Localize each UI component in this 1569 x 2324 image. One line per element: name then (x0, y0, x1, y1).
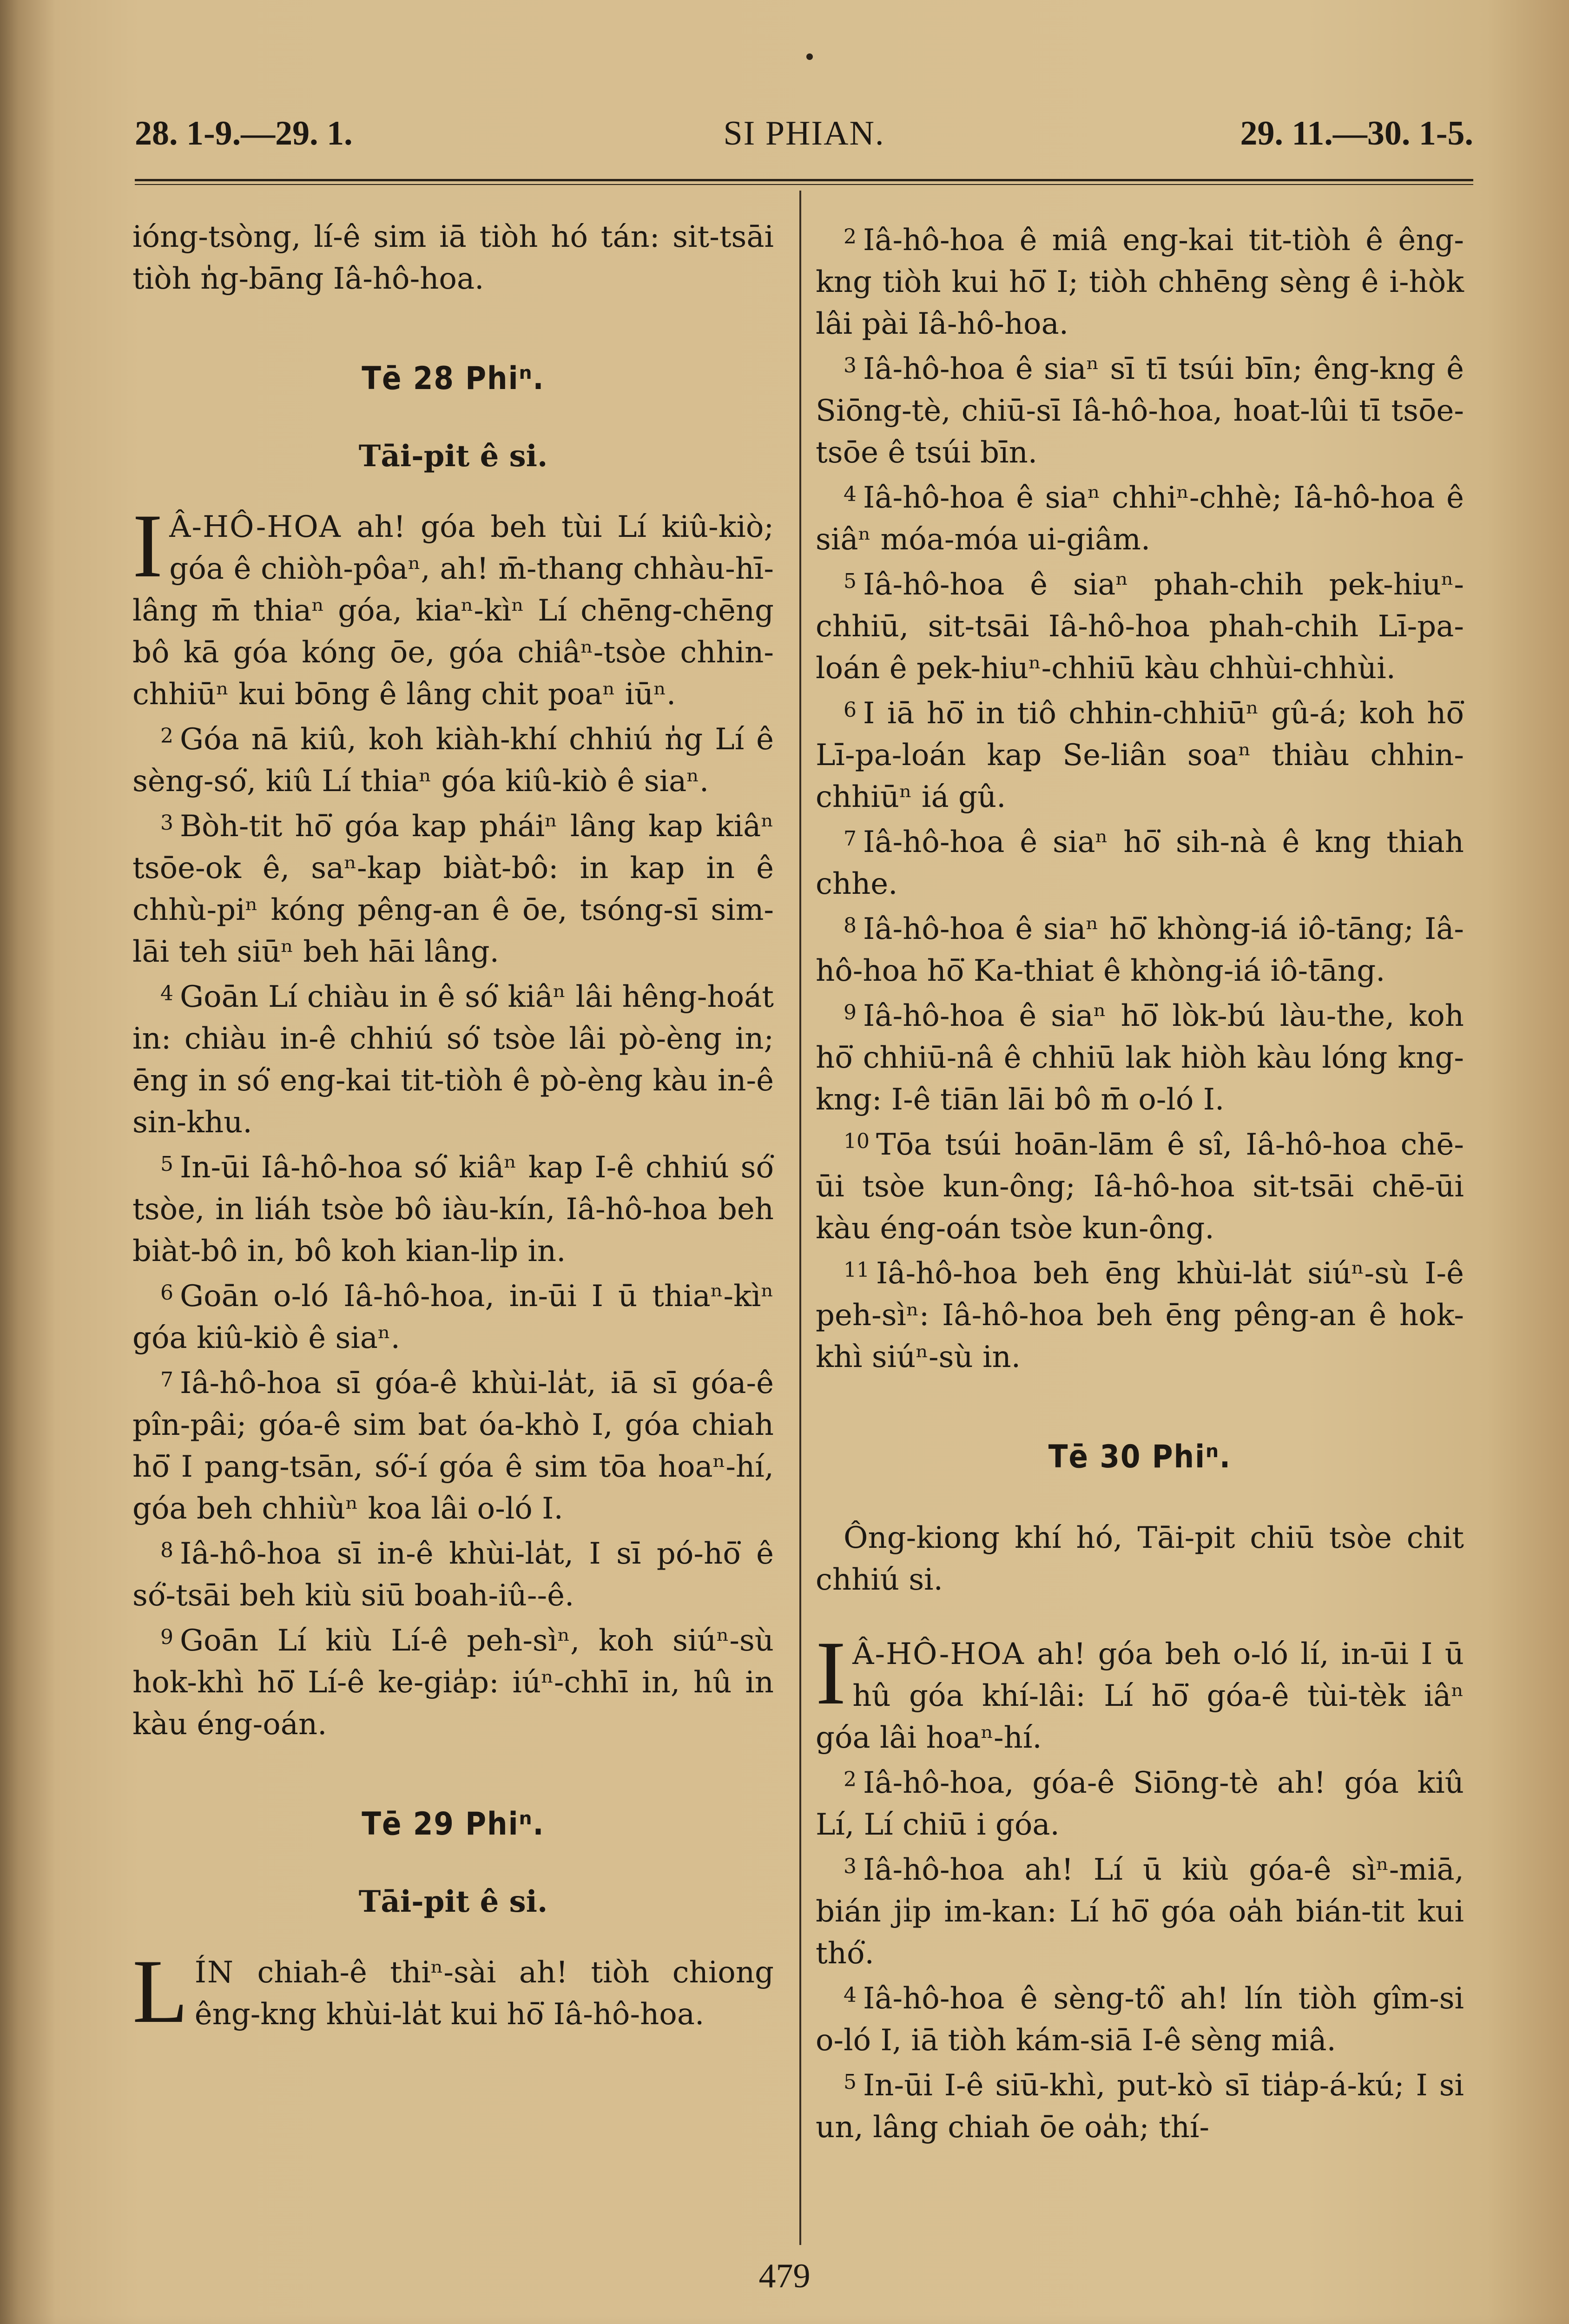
verse-number: 6 (160, 1281, 173, 1305)
drop-cap: L (132, 1941, 188, 2042)
verse (816, 818, 1464, 905)
verses-chapter-28 (132, 715, 774, 1745)
verse-number: 3 (844, 354, 857, 377)
superscription-29: Tāi-pit ê si. (358, 1884, 548, 1919)
verse-text: Goān o-ló Iâ-hô-hoa, in-ūi I ū thiaⁿ-kìⁿ góa kiû-kiò ê siaⁿ. (132, 1279, 774, 1355)
page-number: 479 (758, 2257, 811, 2295)
verse-text: ah! góa beh o-ló lí, in-ūi I ū hû góa khí-lâi: Lí hō͘ góa-ê tùi-tèk iâⁿ góa lâi hoaⁿ-hí. (816, 1637, 1464, 1755)
chapter-heading-28: Tē 28 Phiⁿ. (362, 360, 545, 397)
drop-cap: I (816, 1623, 846, 1723)
opening-caps: Â-HÔ-HOA (852, 1637, 1025, 1671)
verse-number: 11 (844, 1258, 870, 1282)
superscription-28: Tāi-pit ê si. (358, 439, 548, 474)
verse (816, 689, 1464, 818)
drop-cap: I (132, 495, 163, 596)
verse-1-chapter-30 (816, 1623, 1464, 1759)
verse (132, 802, 774, 973)
verse-number: 9 (844, 1001, 857, 1024)
verse (132, 1530, 774, 1617)
verse-number: 4 (844, 1983, 857, 2007)
opening-caps: Â-HÔ-HOA (169, 510, 342, 544)
verse (132, 1272, 774, 1359)
verse-text: Iâ-hô-hoa ê siaⁿ hō͘ khòng-iá iô-tāng; Iâ-hô-hoa hō͘ Ka-thiat ê khòng-iá iô-tāng. (816, 912, 1464, 988)
header-book-title: SI PHIAN. (723, 114, 885, 152)
verse-text: In-ūi I-ê siū-khì, put-kò sī tia̍p-á-kú; I si un, lâng chiah ōe oa̍h; thí- (816, 2068, 1464, 2145)
verse-text: Goān Lí chiàu in ê só͘ kiâⁿ lâi hêng-hoát in: chiàu in-ê chhiú só͘ tsòe lâi pò-èng in; ēng in só͘ eng-kai tit-tiòh ê pò-èng kàu in-ê sin-khu. (132, 980, 774, 1140)
verse (132, 1617, 774, 1745)
opening-caps: ÍN (194, 1955, 235, 1990)
verse-text: Iâ-hô-hoa sī góa-ê khùi-la̍t, iā sī góa-ê pîn-pâi; góa-ê sim bat óa-khò I, góa chiah hō͘ I pang-tsān, só͘-í góa ê sim tōa hoaⁿ-hí, góa beh chhiùⁿ koa lâi o-ló I. (132, 1366, 774, 1526)
verse (816, 1759, 1464, 1846)
header-rule-thin (135, 184, 1473, 185)
verse-number: 5 (844, 569, 857, 593)
verse (816, 905, 1464, 992)
header-right-range: 29. 11.—30. 1-5. (1240, 114, 1473, 152)
verse-1-chapter-28 (132, 495, 774, 715)
verse-1-chapter-29 (132, 1941, 774, 2042)
verse-number: 6 (844, 698, 857, 722)
verse (816, 1846, 1464, 1974)
verse-text: Iâ-hô-hoa ê siaⁿ hō͘ sih-nà ê kng thiah chhe. (816, 825, 1464, 901)
verse-number: 5 (844, 2070, 857, 2094)
verse (816, 474, 1464, 561)
verse-text: I iā hō͘ in tiô chhin-chhiūⁿ gû-á; koh hō͘ Lī-pa-loán kap Se-liân soaⁿ thiàu chhin-chhiūⁿ iá gû. (816, 696, 1464, 814)
chapter-heading-30: Tē 30 Phiⁿ. (1048, 1439, 1232, 1475)
verse (132, 973, 774, 1143)
header-left-range: 28. 1-9.—29. 1. (135, 114, 353, 152)
verse-text: In-ūi Iâ-hô-hoa só͘ kiâⁿ kap I-ê chhiú só͘ tsòe, in liáh tsòe bô iàu-kín, Iâ-hô-hoa beh biàt-bô in, bô koh kian-li̍p in. (132, 1150, 774, 1268)
verse-number: 8 (844, 914, 857, 938)
verse-number: 9 (160, 1625, 173, 1649)
verse-number: 2 (160, 724, 173, 748)
verse-text: chiah-ê thiⁿ-sài ah! tiòh chiong êng-kng khùi-la̍t kui hō͘ Iâ-hô-hoa. (194, 1955, 774, 2032)
verse (816, 216, 1464, 345)
verse (816, 561, 1464, 689)
verses-chapter-30 (816, 1759, 1464, 2148)
verse-text: Tōa tsúi hoān-lām ê sî, Iâ-hô-hoa chē-ūi tsòe kun-ông; Iâ-hô-hoa sit-tsāi chē-ūi kàu éng-oán tsòe kun-ông. (816, 1128, 1464, 1246)
verse-number: 3 (160, 811, 173, 835)
verse-text: Góa nā kiû, koh kiàh-khí chhiú n̍g Lí ê sèng-só͘, kiû Lí thiaⁿ góa kiû-kiò ê siaⁿ. (132, 722, 774, 799)
verse-text: Bòh-tit hō͘ góa kap pháiⁿ lâng kap kiâⁿ tsōe-ok ê, saⁿ-kap biàt-bô: in kap in ê chhù-piⁿ kóng pêng-an ê ōe, tsóng-sī sim-lāi teh siūⁿ beh hāi lâng. (132, 809, 774, 969)
verse-number: 8 (160, 1538, 173, 1562)
verses-chapter-29 (816, 216, 1464, 1378)
verse-text: Iâ-hô-hoa ê siaⁿ phah-chih pek-hiuⁿ-chhiū, sit-tsāi Iâ-hô-hoa phah-chih Lī-pa-loán ê pek-hiuⁿ-chhiū kàu chhùi-chhùi. (816, 568, 1464, 686)
verse (132, 1359, 774, 1530)
verse (132, 1143, 774, 1272)
verse-text: Iâ-hô-hoa ê sèng-tô͘ ah! lín tiòh gîm-si o-ló I, iā tiòh kám-siā I-ê sèng miâ. (816, 1981, 1464, 2058)
verse (132, 715, 774, 802)
verse-number: 7 (160, 1368, 173, 1392)
verse-number: 7 (844, 827, 857, 851)
verse-text: Iâ-hô-hoa ê miâ eng-kai tit-tiòh ê êng-kng tiòh kui hō͘ I; tiòh chhēng sèng ê i-hòk lâi pài Iâ-hô-hoa. (816, 223, 1464, 341)
verse (816, 1249, 1464, 1378)
running-head (135, 114, 1473, 170)
verse-number: 4 (160, 982, 173, 1005)
verse-number: 10 (844, 1129, 870, 1153)
left-column (132, 216, 774, 2042)
right-column (816, 216, 1464, 2148)
verse-text: Goān Lí kiù Lí-ê peh-sìⁿ, koh siúⁿ-sù hok-khì hō͘ Lí-ê ke-gia̍p: iúⁿ-chhī in, hû in kàu éng-oán. (132, 1624, 774, 1742)
verse-text: Iâ-hô-hoa ê siaⁿ sī tī tsúi bīn; êng-kng ê Siōng-tè, chiū-sī Iâ-hô-hoa, hoat-lûi tī tsōe-tsōe ê tsúi bīn. (816, 352, 1464, 470)
header-rule-thick (135, 179, 1473, 181)
ink-dot (806, 53, 813, 60)
verse-text: Iâ-hô-hoa sī in-ê khùi-la̍t, I sī pó-hō͘ ê só͘-tsāi beh kiù siū boah-iû--ê. (132, 1537, 774, 1613)
verse-number: 5 (160, 1152, 173, 1176)
verse-text: Iâ-hô-hoa ah! Lí ū kiù góa-ê sìⁿ-miā, bián ji̍p im-kan: Lí hō͘ góa oa̍h bián-tit kui thó͘. (816, 1853, 1464, 1971)
verse-number: 2 (844, 1768, 857, 1791)
verse-text: ah! góa beh tùi Lí kiû-kiò; góa ê chiòh-pôaⁿ, ah! m̄-thang chhàu-hī-lâng m̄ thiaⁿ góa, kiaⁿ-kìⁿ Lí chēng-chēng bô kā góa kóng ōe, góa chiâⁿ-tsòe chhin-chhiūⁿ kui bōng ê lâng chit poaⁿ iūⁿ. (132, 510, 774, 712)
verse (816, 345, 1464, 474)
verse (816, 1974, 1464, 2061)
verse-number: 2 (844, 225, 857, 249)
psalm-title-30: Ông-kiong khí hó, Tāi-pit chiū tsòe chit chhiú si. (816, 1521, 1464, 1597)
verse (816, 992, 1464, 1121)
verse-number: 3 (844, 1855, 857, 1878)
verse-text: Iâ-hô-hoa, góa-ê Siōng-tè ah! góa kiû Lí, Lí chiū i góa. (816, 1766, 1464, 1842)
verse (816, 1121, 1464, 1249)
verse-text: Iâ-hô-hoa beh ēng khùi-la̍t siúⁿ-sù I-ê peh-sìⁿ: Iâ-hô-hoa beh ēng pêng-an ê hok-khì siúⁿ-sù in. (816, 1256, 1464, 1374)
column-divider (799, 191, 801, 2245)
carry-over-text: ióng-tsòng, lí-ê sim iā tiòh hó tán: sit-tsāi tiòh n̍g-bāng Iâ-hô-hoa. (132, 220, 774, 296)
chapter-heading-29: Tē 29 Phiⁿ. (362, 1806, 545, 1842)
verse-text: Iâ-hô-hoa ê siaⁿ hō͘ lòk-bú làu-the, koh hō͘ chhiū-nâ ê chhiū lak hiòh kàu lóng kng-kng: I-ê tiān lāi bô m̄ o-ló I. (816, 999, 1464, 1117)
verse (816, 2061, 1464, 2148)
verse-number: 4 (844, 482, 857, 506)
verse-text: Iâ-hô-hoa ê siaⁿ chhiⁿ-chhè; Iâ-hô-hoa ê siâⁿ móa-móa ui-giâm. (816, 481, 1464, 557)
